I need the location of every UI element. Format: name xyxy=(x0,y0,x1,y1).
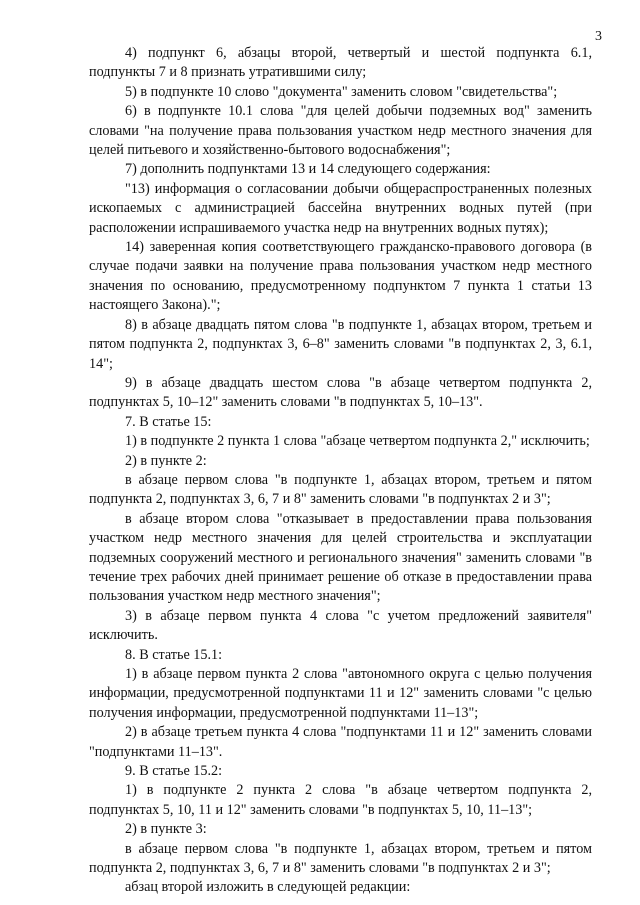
paragraph-17: 2) в абзаце третьем пункта 4 слова "подпунктами 11 и 12" заменить словами "подпунктами 11–13". xyxy=(89,724,592,760)
paragraph-4: 7) дополнить подпунктами 13 и 14 следующего содержания: xyxy=(125,161,491,178)
paragraph-10: 1) в подпункте 2 пункта 1 слова "абзаце четвертом подпункта 2," исключить; xyxy=(125,433,590,450)
paragraph-16: 1) в абзаце первом пункта 2 слова "автономного округа с целью получения информации, предусмотренной подпунктами 11 и 12" заменить словами "с целью получения информации, предусмотренной подпунктами 11–13"; xyxy=(89,666,592,721)
page-number: 3 xyxy=(595,29,602,44)
paragraph-3: 6) в подпункте 10.1 слова "для целей добычи подземных вод" заменить словами "на получение права пользования участком недр местного значения для целей питьевого и хозяйственно-бытового водоснабжения"; xyxy=(89,103,592,159)
paragraph-11: 2) в пункте 2: xyxy=(125,452,207,469)
paragraph-9: 7. В статье 15: xyxy=(125,413,212,430)
paragraph-5: "13) информация о согласовании добычи общераспространенных полезных ископаемых с администрацией бассейна внутренних водных путей (при расположении испрашиваемого участка недр на внутренних водных путях); xyxy=(89,180,592,236)
paragraph-6: 14) заверенная копия соответствующего гражданско-правового договора (в случае подачи заявки на получение права пользования участком недр местного значения по основанию, предусмотренному подпунктом 7 пункта 1 статьи 13 настоящего Закона)."; xyxy=(89,239,592,314)
paragraph-2: 5) в подпункте 10 слово "документа" заменить словом "свидетельства"; xyxy=(125,83,558,100)
paragraph-22: абзац второй изложить в следующей редакции: xyxy=(125,879,411,896)
paragraph-21: в абзаце первом слова "в подпункте 1, абзацах втором, третьем и пятом подпункта 2, подпунктах 3, 6, 7 и 8" заменить словами "в подпунктах 2 и 3"; xyxy=(89,840,592,877)
document-body xyxy=(89,44,592,898)
paragraph-15: 8. В статье 15.1: xyxy=(125,646,223,663)
paragraph-18: 9. В статье 15.2: xyxy=(125,763,223,780)
paragraph-7: 8) в абзаце двадцать пятом слова "в подпункте 1, абзацах втором, третьем и пятом подпункта 2, подпунктах 3, 6–8" заменить словами "в подпунктах 2, 3, 6.1, 14"; xyxy=(89,316,592,372)
paragraph-1: 4) подпункт 6, абзацы второй, четвертый и шестой подпункта 6.1, подпункты 7 и 8 признать утратившими силу; xyxy=(89,45,592,81)
paragraph-20: 2) в пункте 3: xyxy=(125,821,207,838)
paragraph-8: 9) в абзаце двадцать шестом слова "в абзаце четвертом подпункта 2, подпунктах 5, 10–12" заменить словами "в подпунктах 5, 10–13". xyxy=(89,374,592,411)
paragraph-12: в абзаце первом слова "в подпункте 1, абзацах втором, третьем и пятом подпункта 2, подпунктах 3, 6, 7 и 8" заменить словами "в подпунктах 2 и 3"; xyxy=(89,471,592,508)
paragraph-14: 3) в абзаце первом пункта 4 слова "с учетом предложений заявителя" исключить. xyxy=(89,607,592,644)
paragraph-19: 1) в подпункте 2 пункта 2 слова "в абзаце четвертом подпункта 2, подпунктах 5, 10, 11 и 12" заменить словами "в подпунктах 5, 10, 11–13"; xyxy=(89,782,592,818)
paragraph-13: в абзаце втором слова "отказывает в предоставлении права пользования участком недр местного значения для целей строительства и эксплуатации подземных сооружений местного и регионального значения" заменить словами "в течение трех рабочих дней принимает решение об отказе в предоставлении права пользования участком недр местного значения"; xyxy=(89,510,592,605)
